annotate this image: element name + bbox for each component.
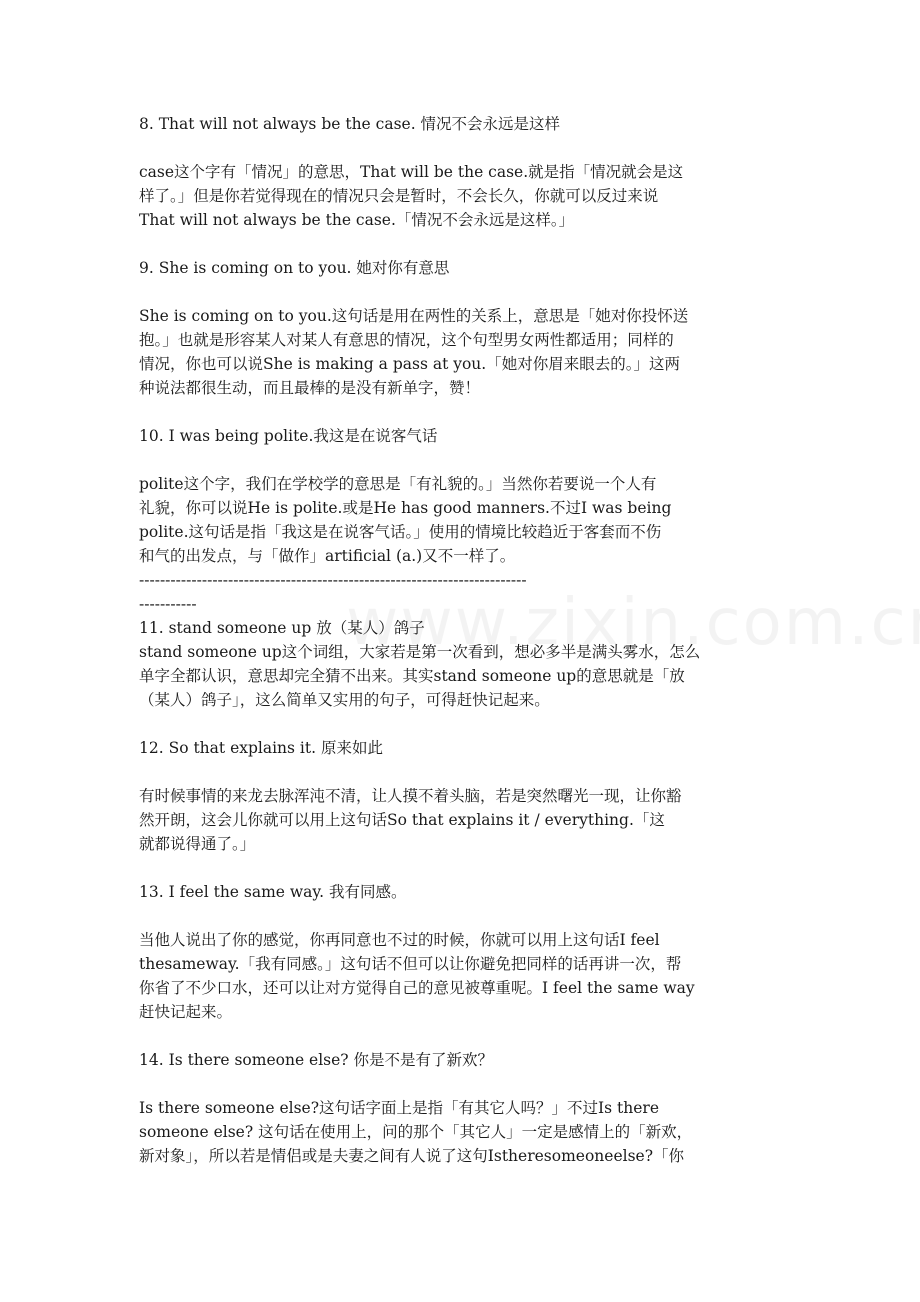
spacer [139,136,781,160]
section-10-line-3: polite.这句话是指「我这是在说客气话。」使用的情境比较趋近于客套而不伤 [139,523,662,541]
section-9-line-3: 情况，你也可以说She is making a pass at you.「她对你眉来眼去的。」这两 [139,355,680,373]
section-10-line-4: 和气的出发点，与「做作」artificial (a.)又不一样了。 [139,547,516,565]
section-10-line-1: polite这个字，我们在学校学的意思是「有礼貌的。」当然你若要说一个人有 [139,475,657,493]
section-8-line-2: 样了。」但是你若觉得现在的情况只会是暂时，不会长久，你就可以反过来说 [139,187,659,205]
spacer [139,232,781,256]
spacer [139,1072,781,1096]
spacer [139,760,781,784]
section-12-line-1: 有时候事情的来龙去脉浑沌不清，让人摸不着头脑，若是突然曙光一现，让你豁 [139,787,682,805]
section-14-line-2: someone else? 这句话在使用上，问的那个「其它人」一定是感情上的「新欢， [139,1123,693,1141]
section-heading-12: 12. So that explains it. 原来如此 [139,739,383,757]
section-12-line-2: 然开朗，这会儿你就可以用上这句话So that explains it / everything.「这 [139,811,665,829]
section-13-line-3: 你省了不少口水，还可以让对方觉得自己的意见被尊重呢。I feel the same way [139,979,695,997]
section-heading-14: 14. Is there someone else? 你是不是有了新欢？ [139,1051,494,1069]
section-9-line-2: 抱。」也就是形容某人对某人有意思的情况，这个句型男女两性都适用；同样的 [139,331,674,349]
section-14-line-1: Is there someone else?这句话字面上是指「有其它人吗？」不过Is there [139,1099,660,1117]
dashed-divider-line-1: -------------------------------------------------------------------------- [139,571,527,589]
section-13-line-2: thesameway.「我有同感。」这句话不但可以让你避免把同样的话再讲一次，帮 [139,955,682,973]
section-heading-10: 10. I was being polite.我这是在说客气话 [139,427,438,445]
section-9-line-4: 种说法都很生动，而且最棒的是没有新单字，赞！ [139,379,481,397]
section-heading-11: 11. stand someone up 放（某人）鸽子 [139,619,425,637]
document-body [139,112,781,1168]
spacer [139,712,781,736]
section-12-line-3: 就都说得通了。」 [139,835,256,853]
spacer [139,904,781,928]
spacer [139,280,781,304]
section-11-line-2: 单字全都认识，意思却完全猜不出来。其实stand someone up的意思就是「放 [139,667,685,685]
spacer [139,400,781,424]
section-10-line-2: 礼貌，你可以说He is polite.或是He has good manners.不过I was being [139,499,672,517]
section-14-line-3: 新对象」，所以若是情侣或是夫妻之间有人说了这句Istheresomeoneelse?「你 [139,1147,685,1165]
spacer [139,856,781,880]
section-9-line-1: She is coming on to you.这句话是用在两性的关系上，意思是「她对你投怀送 [139,307,689,325]
section-8-line-3: That will not always be the case.「情况不会永远是这样。」 [139,211,575,229]
spacer [139,448,781,472]
section-11-line-3: （某人）鸽子」，这么简单又实用的句子，可得赶快记起来。 [139,691,550,709]
section-heading-13: 13. I feel the same way. 我有同感。 [139,883,407,901]
section-13-line-1: 当他人说出了你的感觉，你再同意也不过的时候，你就可以用上这句话I feel [139,931,660,949]
spacer [139,1024,781,1048]
section-heading-8: 8. That will not always be the case. 情况不会永远是这样 [139,115,561,133]
section-heading-9: 9. She is coming on to you. 她对你有意思 [139,259,450,277]
dashed-divider-line-2: ----------- [139,595,197,613]
section-11-line-1: stand someone up这个词组，大家若是第一次看到，想必多半是满头雾水，怎么 [139,643,701,661]
section-13-line-4: 赶快记起来。 [139,1003,233,1021]
section-8-line-1: case这个字有「情况」的意思，That will be the case.就是指「情况就会是这 [139,163,684,181]
